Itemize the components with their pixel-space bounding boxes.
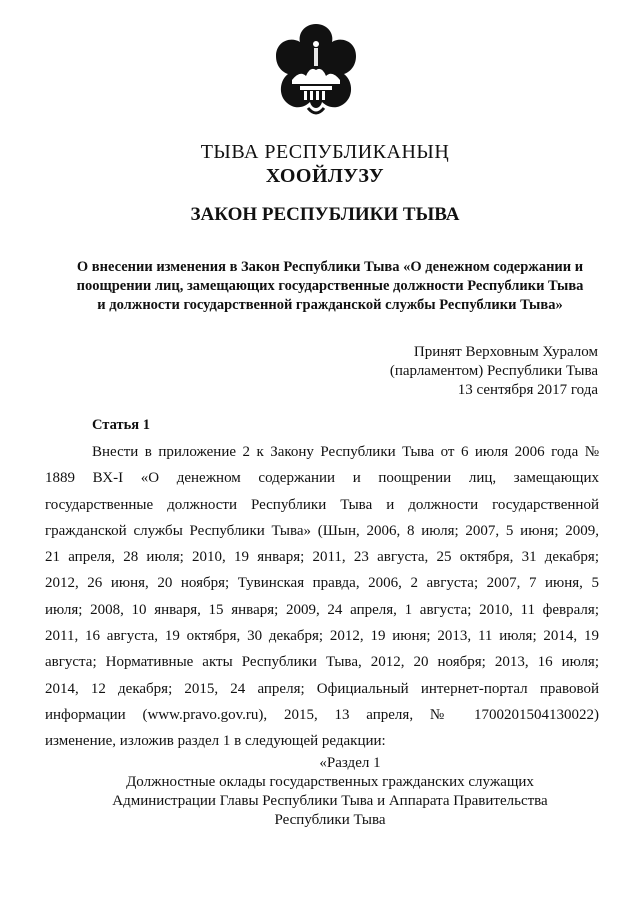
adoption-note	[390, 343, 598, 400]
article-line: информации (www.pravo.gov.ru), 2015, 13 апреля, № 1700201504130022)	[45, 706, 599, 723]
adoption-line2: (парламентом) Республики Тыва	[389, 363, 598, 379]
article-line: 1889 ВХ-I «О денежном содержании и поощрении лиц, замещающих	[45, 470, 599, 487]
article-line: 2011, 16 августа, 19 октября, 30 декабря; 2012, 19 июня; 2013, 11 июля; 2014, 19	[45, 628, 599, 645]
article-line: изменение, изложив раздел 1 в следующей редакции:	[45, 733, 386, 750]
article-line: государственные должности Республики Тыва и должности государственной	[45, 496, 599, 513]
law-subject-line2: поощрении лиц, замещающих государственные должности Республики Тыва	[76, 278, 584, 294]
article-line: 2012, 26 июня, 20 ноября; Тувинская правда, 2006, 2 августа; 2007, 7 июня, 5	[45, 575, 599, 592]
article-line: июля; 2008, 10 января, 15 января; 2009, 24 апреля, 1 августа; 2010, 11 февраля;	[45, 601, 599, 618]
article-line: Внести в приложение 2 к Закону Республики Тыва от 6 июля 2006 года №	[92, 444, 599, 460]
section-heading	[60, 754, 600, 830]
article-heading: Статья 1	[92, 417, 150, 433]
law-subject-line3: и должности государственной гражданской службы Республики Тыва»	[97, 297, 563, 313]
article-line: гражданской службы Республики Тыва» (Шын, 2006, 8 июля; 2007, 5 июня; 2009,	[45, 522, 599, 539]
article-line: августа; Нормативные акты Республики Тыва, 2012, 20 ноября; 2013, 16 июля;	[45, 654, 599, 671]
tuva-emblem-icon	[270, 20, 362, 120]
article-line: 21 апреля, 28 июля; 2010, 19 января; 2011, 23 августа, 25 октября, 31 декабря;	[45, 549, 599, 566]
law-subject	[60, 258, 600, 315]
tuvan-title-line1: ТЫВА РЕСПУБЛИКАНЫҢ	[200, 141, 450, 163]
law-subject-line1: О внесении изменения в Закон Республики Тыва «О денежном содержании и	[76, 259, 584, 275]
section-title-line1: Должностные оклады государственных гражданских служащих	[126, 774, 534, 790]
article-body	[45, 439, 599, 755]
section-number: «Раздел 1	[319, 755, 381, 771]
section-title-line2: Администрации Главы Республики Тыва и Аппарата Правительства	[112, 793, 548, 809]
law-title: ЗАКОН РЕСПУБЛИКИ ТЫВА	[190, 204, 460, 225]
tuvan-title	[0, 140, 640, 188]
article-line: 2014, 12 декабря; 2015, 24 апреля; Официальный интернет-портал правовой	[45, 680, 599, 697]
adoption-date: 13 сентября 2017 года	[457, 382, 598, 398]
section-title-line3: Республики Тыва	[274, 812, 386, 828]
tuvan-title-line2: ХООЙЛУЗУ	[265, 165, 385, 187]
adoption-line1: Принят Верховным Хуралом	[413, 344, 598, 360]
